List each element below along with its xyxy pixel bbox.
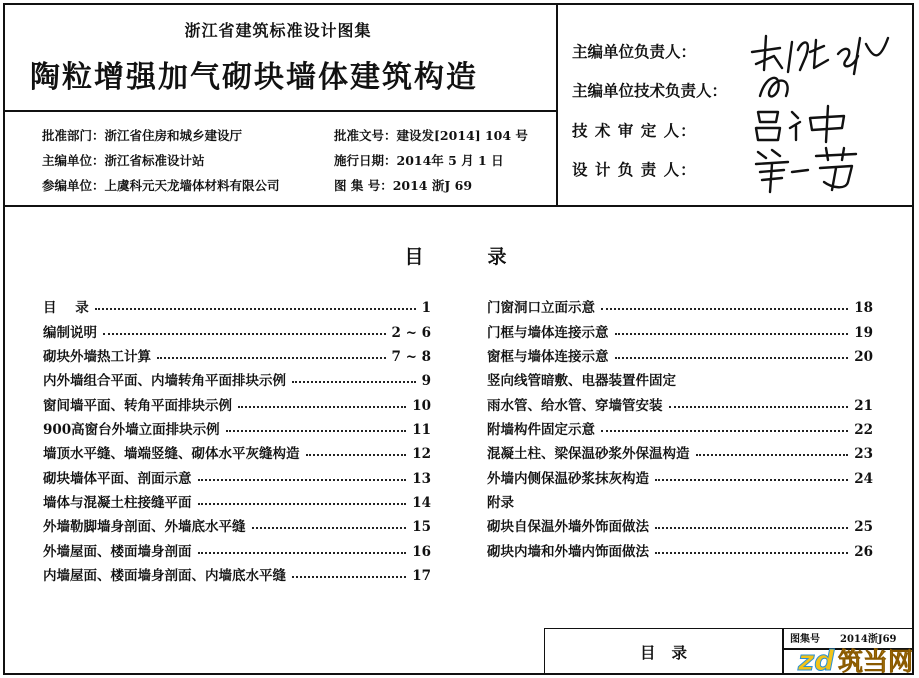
toc-leader [615, 357, 849, 359]
toc-entry[interactable] [487, 414, 873, 438]
header-divider [556, 3, 558, 206]
atlas-number-label: 图 集 号： [334, 178, 393, 193]
watermark-logo-mark: zd [798, 644, 835, 676]
toc-entry-label: 内墙屋面、楼面墙身剖面、内墙底水平缝 [43, 568, 286, 585]
effective-date-label: 施行日期： [334, 153, 397, 168]
toc-entry-label: 砌块墙体平面、剖面示意 [43, 470, 192, 487]
toc-entry-page: 2 ~ 6 [391, 324, 431, 341]
toc-entry[interactable] [43, 292, 431, 316]
toc-entry-page: 10 [412, 397, 431, 414]
series-name: 浙江省建筑标准设计图集 [184, 21, 372, 40]
toc-entry[interactable] [43, 438, 431, 462]
toc-entry[interactable] [43, 365, 431, 389]
toc-entry-label: 门窗洞口立面示意 [487, 300, 595, 317]
toc-entry[interactable] [487, 389, 873, 413]
toc-entry[interactable] [487, 462, 873, 486]
co-editor-unit-value: 上虞科元天龙墙体材料有限公司 [104, 178, 280, 193]
toc-entry[interactable] [43, 535, 431, 559]
approval-dept-value: 浙江省住房和城乡建设厅 [104, 128, 243, 143]
toc-entry[interactable] [43, 487, 431, 511]
toc-entry[interactable] [43, 560, 431, 584]
toc-entry-label: 混凝土柱、梁保温砂浆外保温构造 [487, 446, 690, 463]
toc-entry-label: 砌块自保温外墙外饰面做法 [487, 519, 649, 536]
watermark-logo-icon [796, 640, 918, 676]
toc-entry[interactable] [43, 511, 431, 535]
toc-entry-page: 14 [412, 495, 431, 512]
toc-leader [292, 576, 406, 578]
design-lead-label: 设 计 负 责 人： [572, 160, 697, 179]
toc-entry[interactable] [487, 535, 873, 559]
page-title: 陶粒增强加气砌块墙体建筑构造 [30, 60, 478, 95]
toc-entry[interactable] [487, 365, 873, 389]
toc-entry-page: 9 [421, 373, 431, 390]
toc-entry[interactable] [43, 316, 431, 340]
toc-entry-page: 20 [854, 349, 873, 366]
toc-entry[interactable] [487, 438, 873, 462]
chief-editor-unit-label: 主编单位： [42, 153, 105, 168]
toc-leader [601, 308, 848, 310]
approval-doc-no-value: 建设发[2014] 104 号 [396, 128, 528, 143]
toc-entry-page: 11 [412, 422, 431, 439]
toc-entry-label: 编制说明 [43, 324, 97, 341]
toc-leader [198, 503, 407, 505]
approval-dept [42, 126, 242, 144]
toc-entry-label: 900高窗台外墙立面排块示例 [43, 422, 220, 439]
toc-entry[interactable] [43, 462, 431, 486]
toc-leader [157, 357, 386, 359]
toc-leader [655, 527, 848, 529]
toc-entry-label: 窗框与墙体连接示意 [487, 349, 609, 366]
toc-left-column [43, 292, 431, 584]
sheet-title: 目录 [640, 643, 704, 662]
approval-doc-no-label: 批准文号： [334, 128, 397, 143]
signature-4-icon [752, 146, 862, 194]
atlas-number-value: 2014 浙J 69 [392, 178, 473, 193]
approval-dept-label: 批准部门： [42, 128, 105, 143]
toc-entry-label: 附录 [487, 495, 514, 512]
atlas-no-value: 2014浙J69 [840, 634, 897, 645]
toc-entry-page: 25 [854, 519, 873, 536]
effective-date-value: 2014年 5 月 1 日 [396, 153, 504, 168]
signature-2-icon [752, 66, 802, 104]
toc-entry-page: 18 [854, 300, 873, 317]
toc-entry-page: 16 [412, 543, 431, 560]
toc-leader [198, 479, 407, 481]
chief-editor-unit-value: 浙江省标准设计站 [104, 153, 205, 168]
toc-appendix-heading [487, 487, 873, 511]
toc-leader [238, 406, 406, 408]
toc-leader [696, 454, 849, 456]
toc-leader [655, 479, 848, 481]
toc-entry[interactable] [43, 389, 431, 413]
toc-entry-page: 22 [854, 422, 873, 439]
toc-entry-page: 23 [854, 446, 873, 463]
toc-entry[interactable] [487, 316, 873, 340]
toc-leader [103, 333, 386, 335]
toc-entry-page: 24 [854, 470, 873, 487]
toc-entry-label: 外墙勒脚墙身剖面、外墙底水平缝 [43, 519, 246, 536]
toc-entry-label: 外墙屋面、楼面墙身剖面 [43, 543, 192, 560]
header-bottom-rule [3, 205, 914, 207]
toc-leader [252, 527, 407, 529]
toc-heading: 目录 [404, 246, 571, 268]
toc-leader [601, 430, 848, 432]
toc-entry-label: 附墙构件固定示意 [487, 422, 595, 439]
toc-entry[interactable] [43, 414, 431, 438]
toc-leader [615, 333, 849, 335]
toc-leader [95, 308, 416, 310]
chief-editor-unit [42, 151, 205, 169]
title-block-divider [782, 628, 784, 675]
toc-entry-label: 雨水管、给水管、穿墙管安装 [487, 397, 663, 414]
toc-entry-page: 19 [854, 324, 873, 341]
chief-unit-head-label: 主编单位负责人： [572, 42, 697, 61]
watermark-logo-text: 筑当网 [838, 647, 914, 676]
toc-leader [669, 406, 849, 408]
chief-tech-head-label: 主编单位技术负责人： [572, 81, 728, 100]
toc-entry-label: 内外墙组合平面、内墙转角平面排块示例 [43, 373, 286, 390]
effective-date [334, 151, 504, 169]
toc-entry-page: 26 [854, 543, 873, 560]
toc-entry[interactable] [487, 511, 873, 535]
toc-entry-page: 1 [421, 300, 431, 317]
toc-entry[interactable] [487, 292, 873, 316]
toc-leader [226, 430, 407, 432]
toc-entry[interactable] [43, 341, 431, 365]
signature-3-icon [752, 104, 862, 144]
toc-entry-label: 窗间墙平面、转角平面排块示例 [43, 397, 232, 414]
atlas-number [334, 176, 472, 194]
toc-leader [306, 454, 407, 456]
toc-entry-page: 12 [412, 446, 431, 463]
toc-entry-label: 竖向线管暗敷、电器装置件固定 [487, 373, 676, 390]
toc-entry-page: 17 [412, 568, 431, 585]
toc-entry-label: 砌块内墙和外墙内饰面做法 [487, 543, 649, 560]
toc-right-column [487, 292, 873, 560]
toc-entry-label: 门框与墙体连接示意 [487, 324, 609, 341]
toc-leader [655, 552, 848, 554]
toc-entry-label: 墙顶水平缝、墙端竖缝、砌体水平灰缝构造 [43, 446, 300, 463]
toc-entry-label: 目 录 [43, 300, 89, 317]
toc-entry-label: 砌块外墙热工计算 [43, 349, 151, 366]
title-rule [3, 110, 557, 112]
toc-leader [198, 552, 407, 554]
technical-reviewer-label: 技 术 审 定 人： [572, 121, 697, 140]
toc-entry-label: 墙体与混凝土柱接缝平面 [43, 495, 192, 512]
toc-entry-page: 21 [854, 397, 873, 414]
co-editor-unit [42, 176, 280, 194]
toc-leader [292, 381, 416, 383]
atlas-no-label: 图集号 [790, 634, 820, 645]
toc-entry-page: 7 ~ 8 [391, 349, 431, 366]
toc-entry-label: 外墙内侧保温砂浆抹灰构造 [487, 470, 649, 487]
co-editor-unit-label: 参编单位： [42, 178, 105, 193]
approval-doc-no [334, 126, 528, 144]
toc-entry[interactable] [487, 341, 873, 365]
toc-entry-page: 15 [412, 519, 431, 536]
toc-entry-page: 13 [412, 470, 431, 487]
